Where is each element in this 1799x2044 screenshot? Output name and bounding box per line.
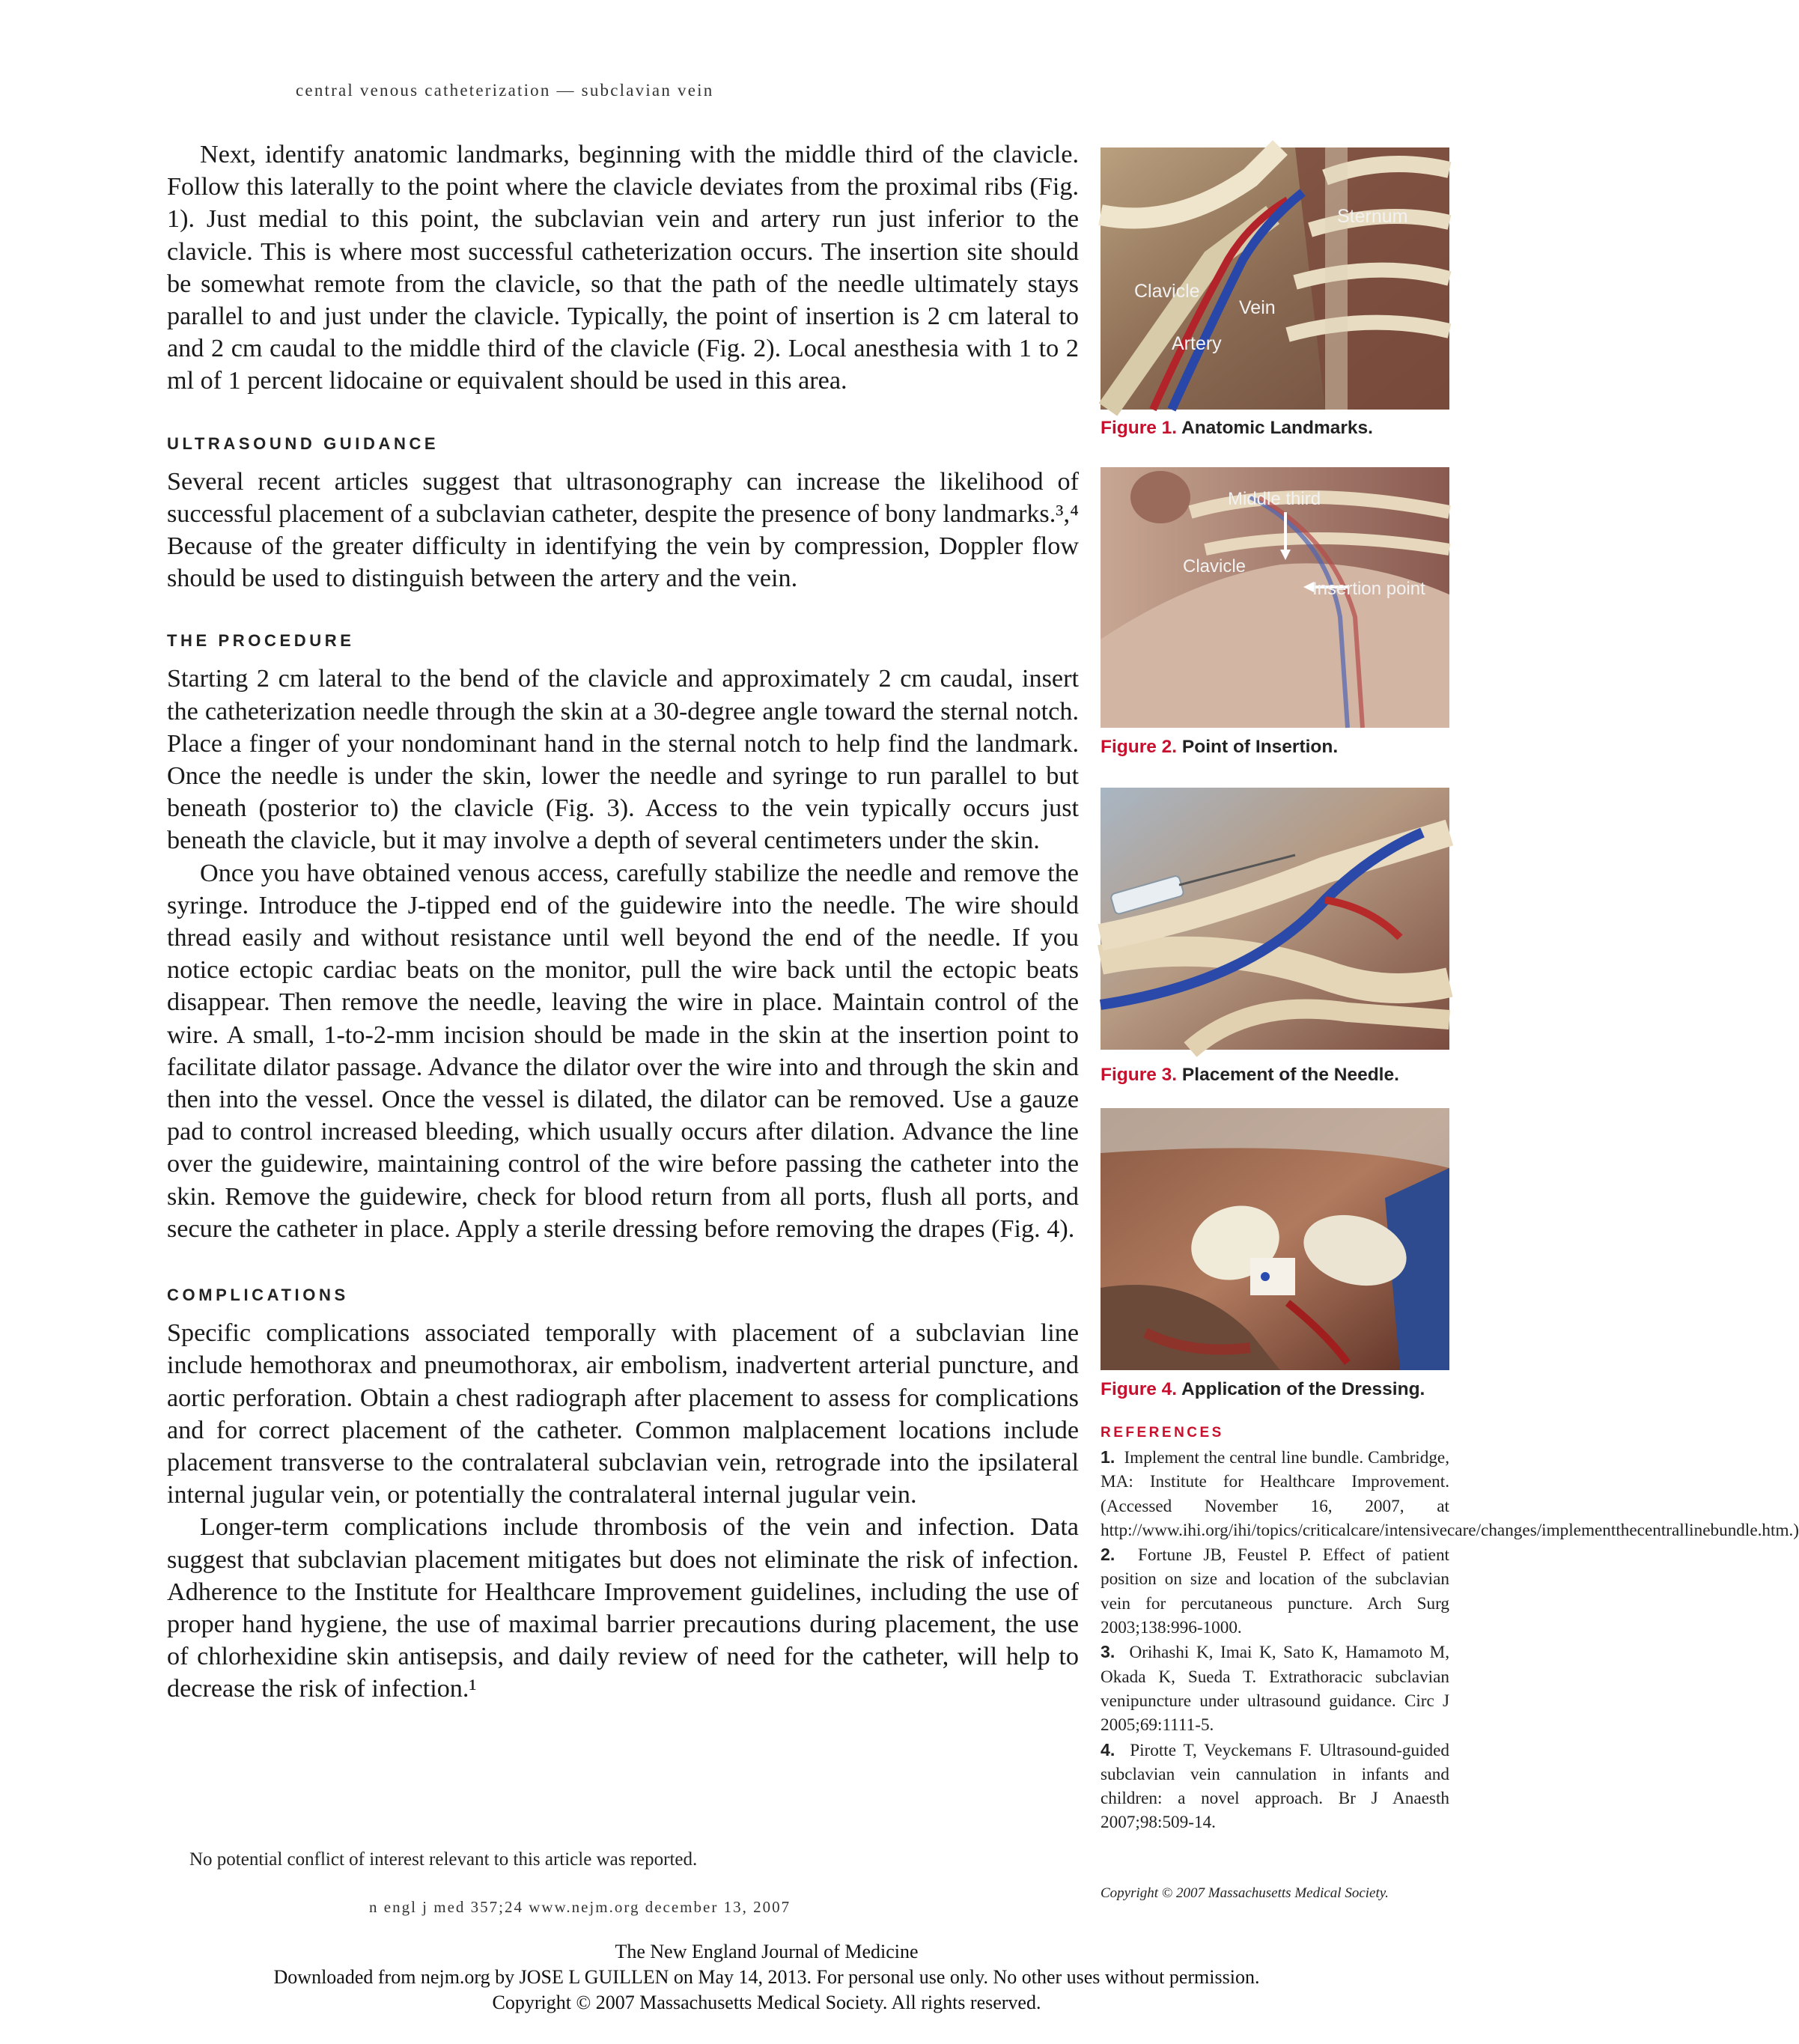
figure-2-caption [1101, 737, 1338, 758]
article-copyright: Copyright © 2007 Massachusetts Medical Society. [1101, 1885, 1389, 1901]
section-heading-complications: COMPLICATIONS [167, 1286, 349, 1305]
figure-3-number: Figure 3. [1101, 1065, 1178, 1085]
figure-4-image [1101, 1108, 1449, 1370]
download-footer-notice: Downloaded from nejm.org by JOSE L GUILLEN on May 14, 2013. For personal use only. No other uses without permission. [273, 1966, 1260, 1988]
reference-number: 2. [1101, 1545, 1115, 1565]
reference-item [1101, 1640, 1449, 1737]
reference-number: 3. [1101, 1642, 1115, 1662]
figure-1-image [1101, 147, 1449, 410]
reference-item [1101, 1542, 1449, 1640]
intro-paragraph: Next, identify anatomic landmarks, beginning with the middle third of the clavicle. Follow this laterally to the point where the clavicle deviates from the proximal ribs (Fig. 1). Just medial to this point, the subclavian vein and artery run just inferior to the clavicle. This is where most successful catheterization occurs. The insertion site should be somewhat remote from the clavicle, so that the path of the needle ultimately stays parallel to and just under the clavicle. Typically, the point of insertion is 2 cm lateral to and 2 cm caudal to the middle third of the clavicle (Fig. 2). Local anesthesia with 1 to 2 ml of 1 percent lidocaine or equivalent should be used in this area. [167, 141, 1079, 395]
figure-4-number: Figure 4. [1101, 1379, 1178, 1399]
label-artery: Artery [1172, 333, 1222, 354]
label-vein: Vein [1239, 297, 1276, 318]
reference-text: Pirotte T, Veyckemans F. Ultrasound-guided subclavian vein cannulation in infants and children: a novel approach. Br J Anaesth 2007;98:509-14. [1101, 1740, 1449, 1833]
label-clavicle: Clavicle [1134, 281, 1200, 302]
section-heading-procedure: THE PROCEDURE [167, 631, 355, 651]
reference-item [1101, 1445, 1799, 1542]
article-body [167, 139, 1079, 1706]
figure-2-number: Figure 2. [1101, 737, 1178, 757]
figure-1-number: Figure 1. [1101, 418, 1178, 438]
reference-text: Orihashi K, Imai K, Sato K, Hamamoto M, Okada K, Sueda T. Extrathoracic subclavian venipuncture under ultrasound guidance. Circ J 2005;69:1111-5. [1101, 1643, 1450, 1736]
reference-text: Implement the central line bundle. Cambridge, MA: Institute for Healthcare Improvement. (Accessed November 16, 2007, at http://www.ihi.org/ihi/topics/criticalcare/intensivecare/changes/implementthecentrallinebundle.htm.) [1101, 1448, 1799, 1540]
complications-paragraph-2: Longer-term complications include thrombosis of the vein and infection. Data suggest that subclavian placement mitigates but does not eliminate the risk of infection. Adherence to the Institute for Healthcare Improvement guidelines, including the use of proper hand hygiene, the use of maximal barrier precautions during placement, the use of chlorhexidine skin antisepsis, and daily review of need for the catheter, will help to decrease the risk of infection.¹ [167, 1513, 1079, 1703]
references-heading: REFERENCES [1101, 1425, 1224, 1441]
section-heading-ultrasound: ULTRASOUND GUIDANCE [167, 434, 439, 453]
figure-3-title: Placement of the Needle. [1181, 1065, 1399, 1085]
reference-number: 4. [1101, 1739, 1115, 1759]
journal-citation-footer: n engl j med 357;24 www.nejm.org december 13, 2007 [369, 1898, 791, 1916]
figure-3-caption [1101, 1065, 1399, 1086]
figure-3-image [1101, 788, 1449, 1050]
ultrasound-paragraph: Several recent articles suggest that ultrasonography can increase the likelihood of successful placement of a subclavian catheter, despite the presence of bony landmarks.³,⁴ Because of the greater difficulty in identifying the vein by compression, Doppler flow should be used to distinguish between the artery and the vein. [167, 467, 1079, 593]
complications-paragraph-1: Specific complications associated temporally with placement of a subclavian line include hemothorax and pneumothorax, air embolism, inadvertent arterial puncture, and aortic perforation. Obtain a chest radiograph after placement to assess for complications and for correct placement of the catheter. Common malplacement locations include placement transverse to the contralateral subclavian vein, retrograde into the ipsilateral internal jugular vein, or potentially the contralateral internal jugular vein. [167, 1319, 1079, 1509]
label-sternum: Sternum [1337, 206, 1408, 227]
procedure-paragraph-1: Starting 2 cm lateral to the bend of the clavicle and approximately 2 cm caudal, insert the catheterization needle through the skin at a 30-degree angle toward the sternal notch. Place a finger of your nondominant hand in the sternal notch to help find the landmark. Once the needle is under the skin, lower the needle and syringe to run parallel to but beneath (posterior to) the clavicle (Fig. 3). Access to the vein typically occurs just beneath the clavicle, but it may involve a depth of several centimeters under the skin. [167, 665, 1079, 855]
figure-2-image [1101, 467, 1449, 728]
reference-item [1101, 1738, 1449, 1835]
procedure-paragraph-2: Once you have obtained venous access, carefully stabilize the needle and remove the syringe. Introduce the J-tipped end of the guidewire into the needle. The wire should thread easily and without resistance until well beyond the end of the needle. If you notice ectopic cardiac beats on the monitor, pull the wire back until the ectopic beats disappear. Then remove the needle, leaving the wire in place. Maintain control of the wire. A small, 1-to-2-mm incision should be made in the skin at the insertion point to facilitate dilator passage. Advance the dilator over the wire into and through the skin and then into the vessel. Once the vessel is dilated, the dilator can be removed. Use a gauze pad to control increased bleeding, which usually occurs after dilation. Advance the line over the guidewire, maintaining control of the wire before passing the catheter into the skin. Remove the guidewire, check for blood return from all ports, flush all ports, and secure the catheter in place. Apply a sterile dressing before removing the drapes (Fig. 4). [167, 859, 1079, 1243]
figure-2-title: Point of Insertion. [1181, 737, 1339, 757]
references-list [1101, 1445, 1799, 1835]
figure-4-caption [1101, 1379, 1425, 1400]
running-head: central venous catheterization — subclavian vein [296, 81, 714, 100]
label-middle-third: Middle third [1228, 489, 1321, 509]
figure-1-title: Anatomic Landmarks. [1181, 418, 1373, 438]
conflict-statement: No potential conflict of interest relevant to this article was reported. [189, 1849, 698, 1870]
label-clavicle-2: Clavicle [1183, 556, 1246, 577]
label-insertion-point: Insertion point [1312, 579, 1425, 599]
download-footer-copyright: Copyright © 2007 Massachusetts Medical Society. All rights reserved. [492, 1992, 1041, 2013]
download-footer-journal: The New England Journal of Medicine [615, 1941, 919, 1962]
reference-number: 1. [1101, 1447, 1115, 1467]
figure-4-title: Application of the Dressing. [1181, 1379, 1425, 1399]
figure-1-caption [1101, 418, 1373, 439]
reference-text: Fortune JB, Feustel P. Effect of patient position on size and location of the subclavian vein for percutaneous puncture. Arch Surg 2003;138:996-1000. [1101, 1545, 1449, 1638]
